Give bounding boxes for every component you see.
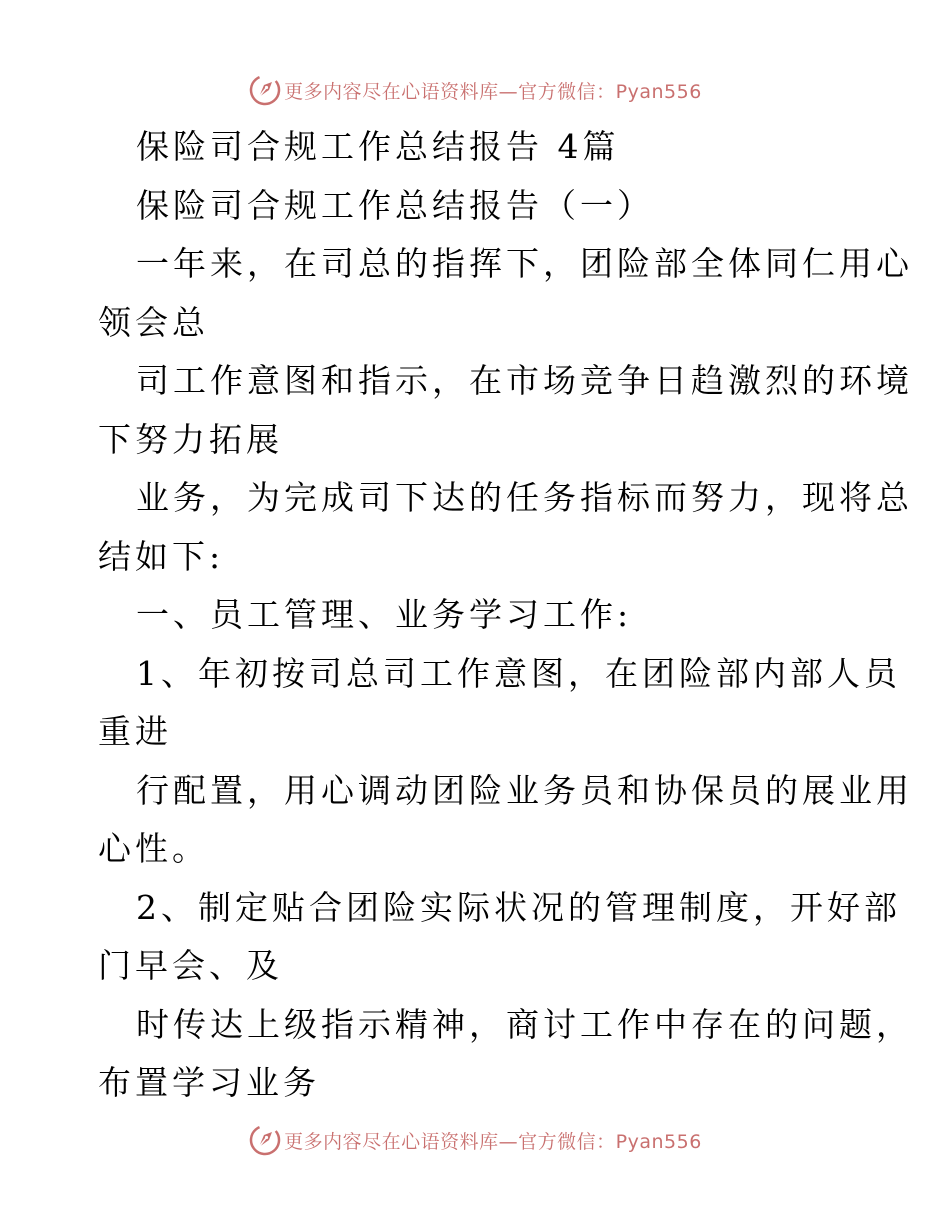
text-line: 司工作意图和指示，在市场竞争日趋激烈的环境 bbox=[136, 361, 913, 400]
text-line: 行配置，用心调动团险业务员和协保员的展业用 bbox=[136, 770, 913, 810]
section-heading: 保险司合规工作总结报告（一） bbox=[136, 185, 654, 225]
pen-nib-logo-icon bbox=[248, 1123, 282, 1157]
text-line: 重进 bbox=[98, 712, 172, 751]
text-line: 一年来，在司总的指挥下，团险部全体同仁用心 bbox=[136, 244, 913, 283]
text-line: 2、制定贴合团险实际状况的管理制度，开好部 bbox=[136, 887, 901, 927]
text-line: 布置学习业务 bbox=[98, 1063, 320, 1102]
pen-nib-logo-icon bbox=[248, 73, 282, 107]
footer-watermark bbox=[0, 1122, 950, 1158]
watermark-text: 更多内容尽在心语资料库—官方微信：Pyan556 bbox=[284, 80, 702, 103]
header-watermark bbox=[0, 72, 950, 108]
text-line: 心性。 bbox=[98, 829, 209, 868]
text-line: 下努力拓展 bbox=[98, 419, 283, 459]
subsection-heading: 一、员工管理、业务学习工作: bbox=[136, 595, 633, 634]
text-line: 门早会、及 bbox=[98, 946, 283, 985]
document-body bbox=[98, 118, 913, 1113]
text-line: 1、年初按司总司工作意图，在团险部内部人员 bbox=[136, 653, 901, 693]
text-line: 业务，为完成司下达的任务指标而努力，现将总 bbox=[136, 478, 913, 517]
text-line: 领会总 bbox=[98, 302, 209, 342]
text-line: 结如下: bbox=[98, 536, 225, 576]
watermark-text: 更多内容尽在心语资料库—官方微信：Pyan556 bbox=[284, 1130, 702, 1153]
document-title: 保险司合规工作总结报告 4篇 bbox=[136, 127, 620, 166]
text-line: 时传达上级指示精神，商讨工作中存在的问题， bbox=[136, 1004, 913, 1044]
